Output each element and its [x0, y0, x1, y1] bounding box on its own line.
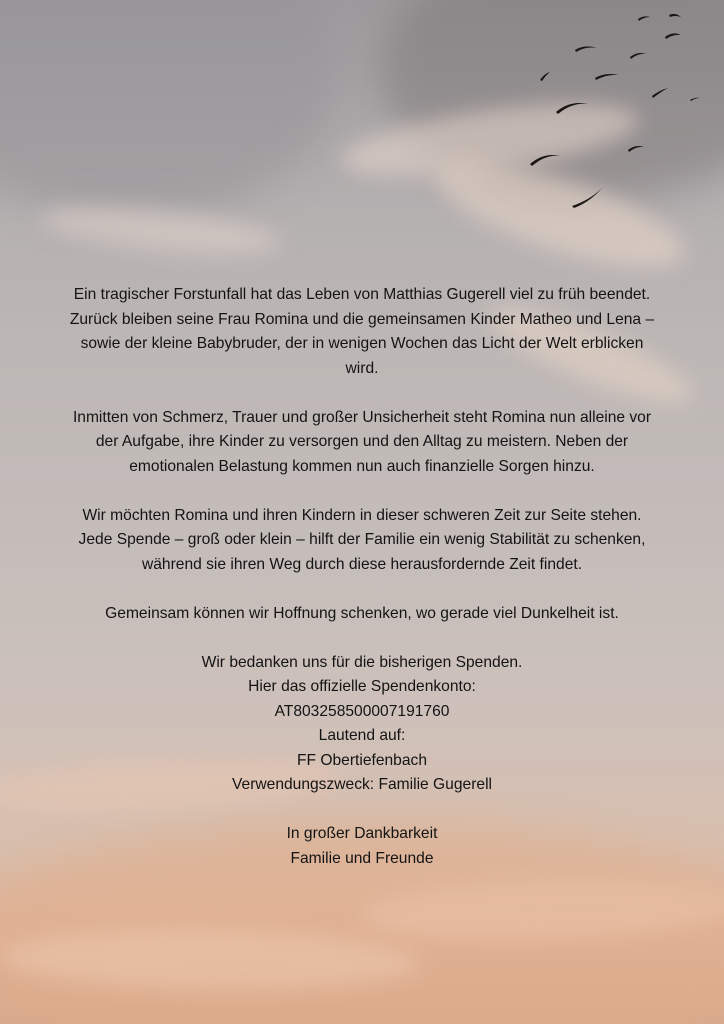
bird-icon [575, 46, 597, 52]
donation-account-label: Hier das offizielle Spendenkonto: [248, 678, 476, 695]
donation-info [30, 651, 694, 798]
text-line: wird. [345, 359, 379, 377]
closing [30, 822, 694, 871]
bird-icon [669, 14, 681, 17]
letter-body [30, 283, 694, 896]
bird-icon [630, 53, 646, 59]
text-line: emotionalen Belastung kommen nun auch finanzielle Sorgen hinzu. [129, 457, 595, 475]
paragraph-accident [30, 283, 694, 381]
text-line: sowie der kleine Babybruder, der in wenigen Wochen das Licht der Welt erblicken [80, 335, 644, 352]
closing-line: In großer Dankbarkeit [286, 825, 438, 842]
text-line: Gemeinsam können wir Hoffnung schenken, wo gerade viel Dunkelheit ist. [105, 604, 619, 622]
donation-iban: AT803258500007191760 [274, 702, 450, 720]
donation-holder: FF Obertiefenbach [296, 751, 427, 769]
text-line: Inmitten von Schmerz, Trauer und großer Unsicherheit steht Romina nun alleine vor [72, 408, 652, 426]
paragraph-hope [30, 602, 694, 627]
sky-haze [0, 0, 340, 220]
bird-icon [690, 98, 700, 101]
closing-signature: Familie und Freunde [290, 849, 434, 867]
bird-icon [556, 103, 588, 114]
text-line: Wir möchten Romina und ihren Kindern in dieser schweren Zeit zur Seite stehen. [82, 506, 642, 524]
paragraph-support [30, 504, 694, 578]
flock-of-birds-icon [520, 0, 724, 220]
bird-icon [595, 74, 619, 80]
donation-purpose: Verwendungszweck: Familie Gugerell [231, 776, 492, 793]
text-line: Zurück bleiben seine Frau Romina und die gemeinsamen Kinder Matheo und Lena – [69, 310, 655, 328]
text-line: Jede Spende – groß oder klein – hilft der Familie ein wenig Stabilität zu schenken, [78, 531, 646, 548]
bird-icon [638, 16, 650, 21]
bird-icon [540, 72, 550, 81]
text-line: während sie ihren Weg durch diese herausfordernde Zeit findet. [141, 555, 583, 573]
text-line: der Aufgabe, ihre Kinder zu versorgen und den Alltag zu meistern. Neben der [95, 433, 629, 450]
bird-icon [572, 188, 602, 208]
donation-holder-label: Lautend auf: [318, 727, 406, 744]
bird-icon [665, 33, 681, 39]
bird-icon [652, 88, 668, 98]
paragraph-situation [30, 406, 694, 480]
text-line: Ein tragischer Forstunfall hat das Leben von Matthias Gugerell viel zu früh beendet. [73, 286, 651, 303]
donation-thanks: Wir bedanken uns für die bisherigen Spenden. [201, 653, 523, 671]
bird-icon [628, 146, 644, 152]
bird-icon [530, 155, 560, 166]
